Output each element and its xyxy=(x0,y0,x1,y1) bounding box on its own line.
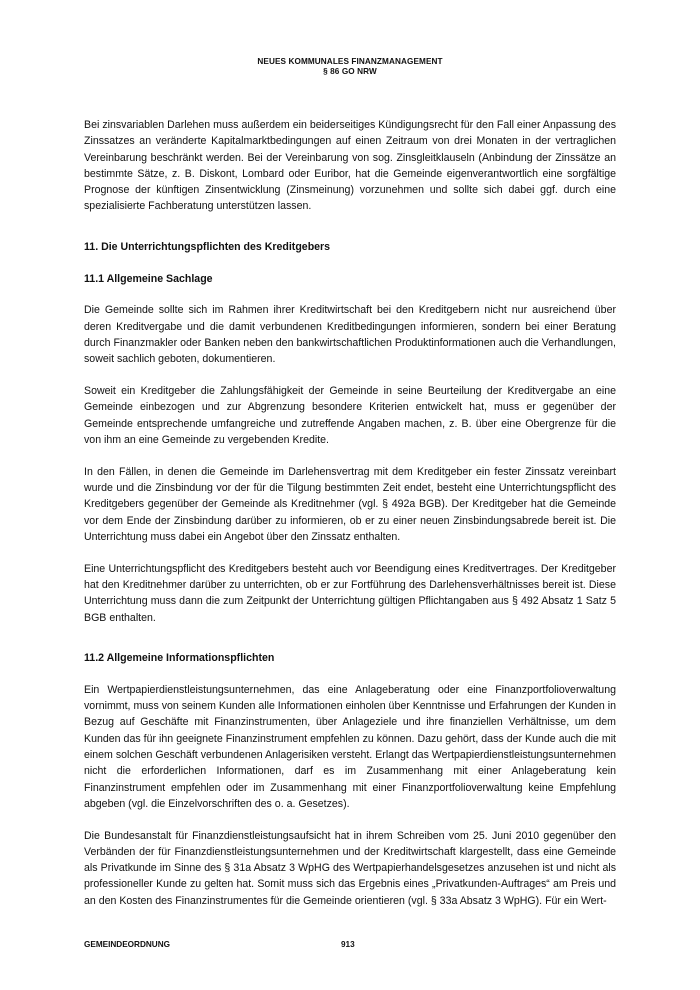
paragraph-11-1-d: Eine Unterrichtungspflicht des Kreditgebers besteht auch vor Beendigung eines Kreditvertrages. Der Kreditgeber hat den Kreditnehmer darüber zu unterrichten, ob er zur Fortführung des Darlehensverhältnisses bereit ist. Diese Unterrichtung muss dann die zum Zeitpunkt der Unterrichtung gültigen Pflichtangaben aus § 492 Absatz 1 Satz 5 BGB enthalten. xyxy=(84,562,616,624)
paragraph-11-1-c: In den Fällen, in denen die Gemeinde im Darlehensvertrag mit dem Kreditgeber ein fester Zinssatz vereinbart wurde und die Zinsbindung vor der für die Tilgung bestimmten Zeit endet, besteht eine Unterrichtungspflicht des Kreditgebers gegenüber der Gemeinde als Kreditnehmer (vgl. § 492a BGB). Der Kreditgeber hat die Gemeinde vor dem Ende der Zinsbindung darüber zu informieren, ob er zu einer neuen Zinsbindungsabrede bereit ist. Die Unterrichtung muss dabei ein Angebot über den Zinssatz enthalten. xyxy=(84,465,616,543)
page-number: 913 xyxy=(341,940,355,949)
header-title: NEUES KOMMUNALES FINANZMANAGEMENT xyxy=(257,57,443,66)
paragraph-11-1-b: Soweit ein Kreditgeber die Zahlungsfähigkeit der Gemeinde in seine Beurteilung der Kreditvergabe an eine Gemeinde einbezogen und zur Abgrenzung besondere Kriterien entwickelt hat, muss er gegenüber der Gemeinde entsprechende umfangreiche und zutreffende Angaben machen, z. B. über eine Obergrenze für die von ihm an eine Gemeinde zu vergebenden Kredite. xyxy=(84,385,616,446)
header-subtitle: § 86 GO NRW xyxy=(323,67,377,76)
page-header xyxy=(0,57,700,77)
footer-label: GEMEINDEORDNUNG xyxy=(84,940,170,949)
paragraph-11-2-b: Die Bundesanstalt für Finanzdienstleistungsaufsicht hat in ihrem Schreiben vom 25. Juni 2010 gegenüber den Verbänden der für Finanzdienstleistungsunternehmen und der Kreditwirtschaft klargestellt, dass eine Gemeinde als Privatkunde im Sinne des § 31a Absatz 3 WpHG des Wertpapierhandelsgesetzes anzusehen ist und nicht als professioneller Kunde zu gelten hat. Somit muss sich das Ergebnis eines „Privatkunden-Auftrages“ am Preis und an den Kosten des Finanzinstrumentes für die Gemeinde orientieren (vgl. § 33a Absatz 3 WpHG). Für ein Wert- xyxy=(84,829,616,907)
paragraph-intro: Bei zinsvariablen Darlehen muss außerdem ein beiderseitiges Kündigungsrecht für den Fall einer Anpassung des Zinssatzes an veränderte Kapitalmarktbedingungen auf einen Zeitraum von drei Monaten in der vertraglichen Vereinbarung beschränkt werden. Bei der Vereinbarung von sog. Zinsgleitklauseln (Anbindung der Zinssätze an bestimmte Sätze, z. B. Diskont, Lombard oder Euribor, hat die Gemeinde eigenverantwortlich eine sorgfältige Prognose der künftigen Zinsentwicklung (Zinsmeinung) vorzunehmen und sollte sich dabei ggf. durch eine spezialisierte Fachberatung unterstützen lassen. xyxy=(84,119,616,213)
section-heading-11: 11. Die Unterrichtungspflichten des Kreditgebers xyxy=(84,240,331,253)
subsection-heading-11-1: 11.1 Allgemeine Sachlage xyxy=(84,272,213,285)
paragraph-11-1-a: Die Gemeinde sollte sich im Rahmen ihrer Kreditwirtschaft bei den Kreditgebern nicht nur ausreichend über deren Kreditvergabe und die damit verbundenen Kreditbedingungen informieren, sondern bei einer Beratung durch Finanzmakler oder Banken neben den bankwirtschaftlichen Produktinformationen auch die Verhandlungen, soweit sachlich geboten, dokumentieren. xyxy=(84,304,616,366)
paragraph-11-2-a: Ein Wertpapierdienstleistungsunternehmen, das eine Anlageberatung oder eine Finanzportfolioverwaltung vornimmt, muss von seinem Kunden alle Informationen einholen über Kenntnisse und Erfahrungen der Kunden in Bezug auf Geschäfte mit Finanzinstrumenten, über Anlageziele und ihre finanziellen Verhältnisse, um dem Kunden das für ihn geeignete Finanzinstrument empfehlen zu können. Dazu gehört, dass der Kunde auch die mit einem solchen Geschäft verbundenen Anlagerisiken versteht. Erlangt das Wertpapierdienstleistungsunternehmen nicht die erforderlichen Informationen, darf es im Zusammenhang mit einer Anlageberatung kein Finanzinstrument empfehlen oder im Zusammenhang mit einer Finanzportfolioverwaltung keine Empfehlung abgeben (vgl. die Einzelvorschriften des o. a. Gesetzes). xyxy=(84,683,616,810)
page-body xyxy=(84,117,616,925)
subsection-heading-11-2: 11.2 Allgemeine Informationspflichten xyxy=(84,651,275,664)
